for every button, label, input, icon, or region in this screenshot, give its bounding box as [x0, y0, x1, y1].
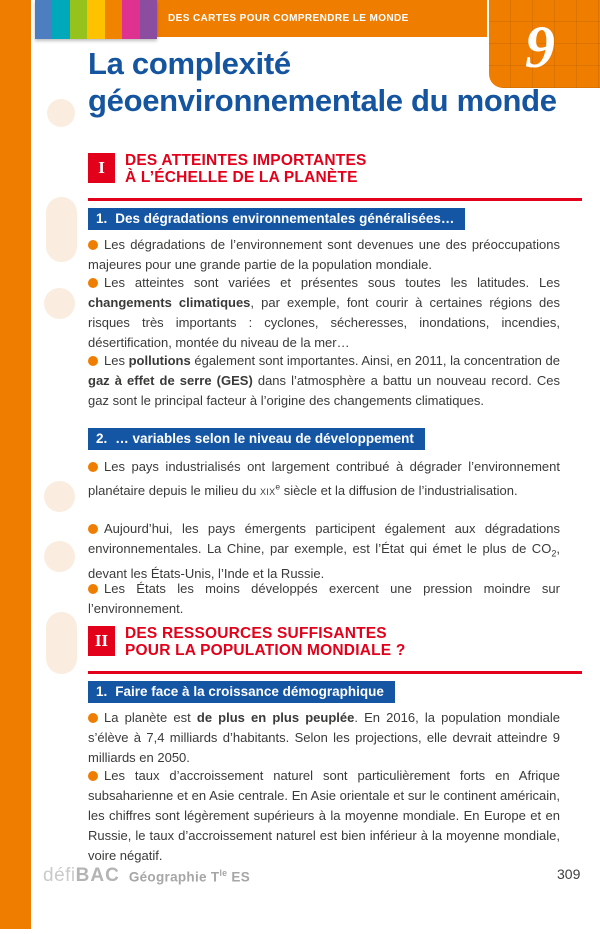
bullet-icon: [88, 584, 98, 594]
paragraph: [88, 273, 560, 353]
page-title-line1: La complexité: [88, 46, 291, 81]
page-title: [88, 45, 557, 119]
bullet-icon: [88, 524, 98, 534]
stripe-purple: [140, 0, 157, 39]
section-heading-text: [125, 153, 367, 186]
chapter-number: 9: [525, 14, 555, 80]
bullet-icon: [88, 462, 98, 472]
paragraph: [88, 579, 560, 619]
section-heading-line: POUR LA POPULATION MONDIALE ?: [125, 641, 406, 659]
subsection-banner-1-1: [88, 208, 465, 230]
section-heading-line: DES ATTEINTES IMPORTANTES: [125, 152, 367, 169]
subsection-number: 1.: [96, 211, 108, 226]
bullet-icon: [88, 713, 98, 723]
section-rule: [88, 671, 582, 674]
section-numeral: II: [88, 626, 115, 656]
paragraph-text: Aujourd’hui, les pays émergents participent également aux dégradations environnementales. La Chine, par exemple, est l’État qui émet le plus de $CO_2$, devant les États-Unis, l’Inde et la Russie.: [88, 521, 560, 581]
paragraph: [88, 457, 560, 501]
subsection-number: 2.: [96, 431, 108, 446]
paragraph-text: Les États les moins développés exercent une pression moindre sur l’environnement.: [88, 581, 560, 616]
paragraph-text: Les dégradations de l’environnement sont devenues une des préoccupations majeures pour une grande partie de la population mondiale.: [88, 237, 560, 272]
section-heading-line: À L’ÉCHELLE DE LA PLANÈTE: [125, 168, 358, 186]
paragraph-text: Les pays industrialisés ont largement contribué à dégrader l’environnement planétaire depuis le milieu du xix$^e$ siècle et la diffusion de l’industrialisation.: [88, 459, 560, 499]
binding-dot: [44, 288, 75, 319]
section-rule: [88, 198, 582, 201]
subsection-banner-2-1: [88, 681, 395, 703]
binding-dot: [44, 481, 75, 512]
bullet-icon: [88, 240, 98, 250]
stripe-teal: [52, 0, 69, 39]
stripe-yellow: [87, 0, 104, 39]
section-heading-text: [125, 626, 406, 659]
binding-dot: [47, 99, 75, 127]
brand-logo-light: défi: [43, 865, 76, 886]
paragraph-text: Les pollutions également sont importantes. Ainsi, en 2011, la concentration de gaz à effet de serre (GES) dans l’atmosphère a battu un nouveau record. Ces gaz sont le principal facteur à l’origine des changements climatiques.: [88, 353, 561, 408]
section-numeral: I: [88, 153, 115, 183]
binding-pill: [46, 612, 77, 674]
subsection-label: Faire face à la croissance démographique: [115, 684, 384, 699]
page-number: 309: [557, 866, 581, 882]
footer-subject: Géographie $T^{le}$ ES: [128, 867, 251, 884]
stripe-magenta: [122, 0, 139, 39]
bullet-icon: [88, 771, 98, 781]
subsection-number: 1.: [96, 684, 108, 699]
binding-pill: [46, 197, 77, 262]
left-margin-band: [0, 0, 31, 929]
subsection-label: … variables selon le niveau de développement: [115, 431, 414, 446]
bullet-icon: [88, 278, 98, 288]
paragraph-text: Les taux d’accroissement naturel sont particulièrement forts en Afrique subsaharienne et en Asie centrale. En Asie orientale et sur le continent américain, les chiffres sont légèrement supérieurs à la moyenne mondiale. En Europe et en Russie, le taux d’accroissement naturel est bien inférieur à la moyenne mondiale, voire négatif.: [88, 768, 560, 863]
paragraph: [88, 519, 560, 584]
brand-logo-bold: BAC: [75, 865, 120, 886]
paragraph-text: La planète est de plus en plus peuplée. En 2016, la population mondiale s’élève à 7,4 milliards d’habitants. Selon les projections, elle devrait atteindre 9 milliards en 2050.: [88, 710, 560, 765]
paragraph-text: Les atteintes sont variées et présentes sous toutes les latitudes. Les changements climatiques, par exemple, font courir à certaines régions des risques très importants : cyclones, sécheresses, inondations, incendies, désertification, montée du niveau de la mer…: [88, 275, 560, 350]
paragraph: [88, 351, 560, 411]
subsection-banner-1-2: [88, 428, 425, 450]
footer: [43, 865, 250, 887]
binding-dot: [44, 541, 75, 572]
color-stripes-decoration: [35, 0, 157, 39]
stripe-blue: [35, 0, 52, 39]
paragraph: [88, 235, 560, 275]
bullet-icon: [88, 356, 98, 366]
section-heading-2: [88, 626, 582, 674]
page-title-line2: géoenvironnementale du monde: [88, 83, 557, 118]
paragraph: [88, 766, 560, 866]
subsection-label: Des dégradations environnementales généralisées…: [115, 211, 455, 226]
chapter-kicker: DES CARTES POUR COMPRENDRE LE MONDE: [168, 13, 409, 24]
section-heading-line: DES RESSOURCES SUFFISANTES: [125, 625, 387, 642]
stripe-green: [70, 0, 87, 39]
section-heading-1: [88, 153, 582, 201]
paragraph: [88, 708, 560, 768]
stripe-orange: [105, 0, 122, 39]
